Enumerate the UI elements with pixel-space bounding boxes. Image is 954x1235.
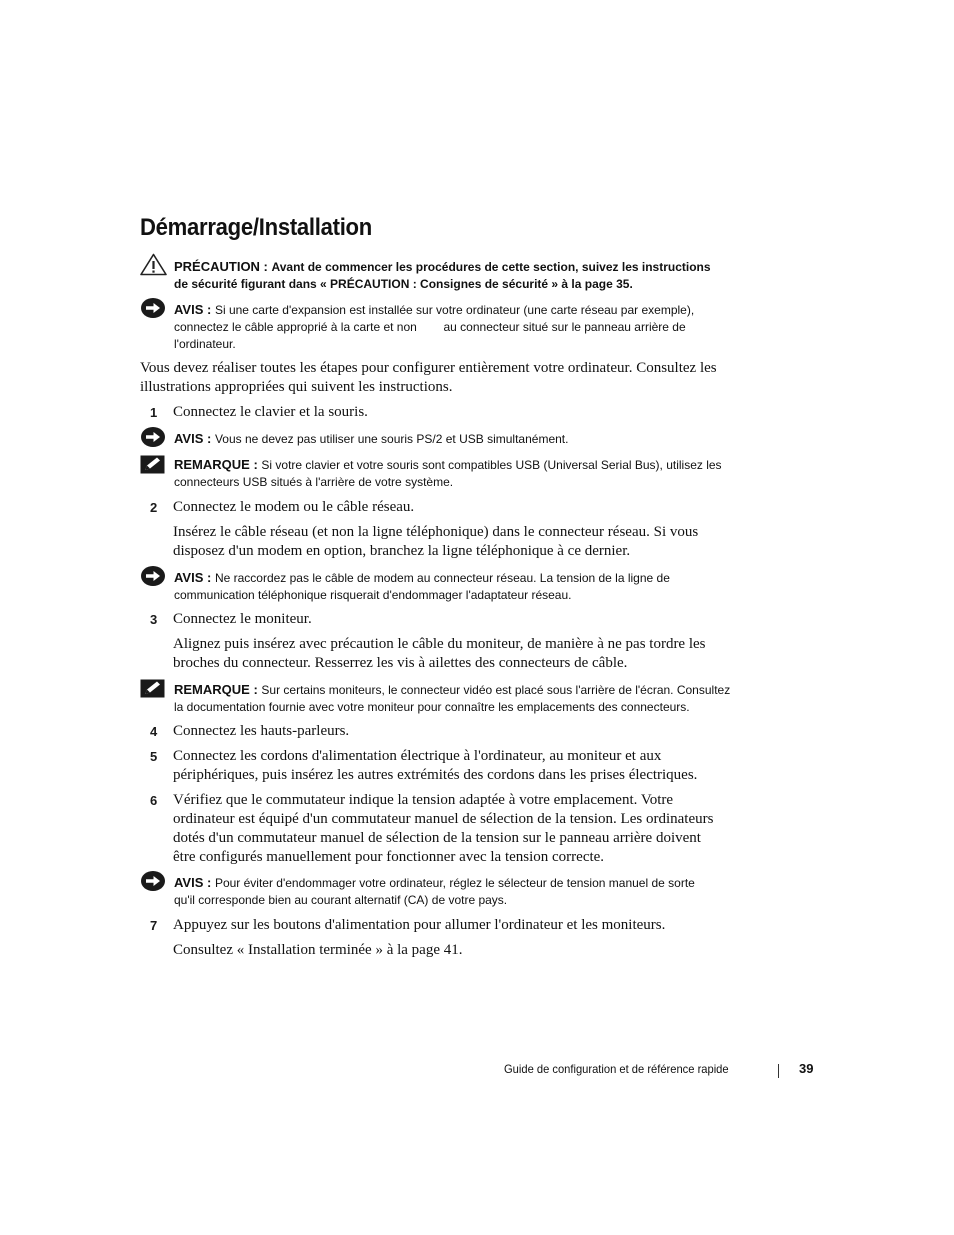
footer-guide-title: Guide de configuration et de référence rapide: [504, 1062, 729, 1076]
page-title: Démarrage/Installation: [140, 214, 372, 241]
step-number: 7: [150, 918, 158, 933]
caution-note: PRÉCAUTION : Avant de commencer les procédures de cette section, suivez les instructions de sécurité figurant dans « PRÉCAUTION : Consignes de sécurité » à la page 35.: [174, 259, 711, 291]
notice-4: AVIS : Pour éviter d'endommager votre ordinateur, réglez le sélecteur de tension manuel de sorte qu'il corresponde bien au courant alternatif (CA) de votre pays.: [174, 875, 695, 907]
warning-triangle-icon: [140, 253, 167, 276]
notice-arrow-icon: [140, 426, 166, 448]
step-text: Connectez le modem ou le câble réseau.: [173, 499, 415, 515]
notice-3: AVIS : Ne raccordez pas le câble de modem au connecteur réseau. La tension de la ligne de communication téléphonique risquerait d'endommager l'adaptateur réseau.: [174, 570, 670, 602]
step-text: Connectez les cordons d'alimentation électrique à l'ordinateur, au moniteur et aux périphériques, puis insérez les autres extrémités des cordons dans les prises électriques.: [173, 748, 698, 783]
notice-arrow-icon: [140, 565, 166, 587]
footer-separator: [778, 1064, 779, 1078]
step-text: Vérifiez que le commutateur indique la tension adaptée à votre emplacement. Votre ordinateur est équipé d'un commutateur manuel de sélection de la tension. Les ordinateurs dotés d'un commutateur manuel de sélection de la tension sur le panneau arrière doivent être configurés manuellement pour fonctionner avec la tension correcte.: [173, 792, 714, 865]
step-number: 5: [150, 749, 158, 764]
notice-arrow-icon: [140, 297, 166, 319]
remark-1: REMARQUE : Si votre clavier et votre souris sont compatibles USB (Universal Serial Bus), utilisez les connecteurs USB situés à l'arrière de votre système.: [174, 457, 722, 489]
step-detail: Insérez le câble réseau (et non la ligne téléphonique) dans le connecteur réseau. Si vous disposez d'un modem en option, branchez la ligne téléphonique à ce dernier.: [173, 524, 699, 559]
notice-arrow-icon: [140, 870, 166, 892]
intro-paragraph: Vous devez réaliser toutes les étapes pour configurer entièrement votre ordinateur. Consultez les illustrations appropriées qui suivent les instructions.: [140, 360, 717, 395]
step-number: 4: [150, 724, 158, 739]
step-text: Appuyez sur les boutons d'alimentation pour allumer l'ordinateur et les moniteurs.: [173, 917, 666, 933]
step-number: 6: [150, 793, 158, 808]
step-text: Connectez le moniteur.: [173, 611, 312, 627]
page-number: 39: [799, 1061, 814, 1076]
notice-1: AVIS : Si une carte d'expansion est installée sur votre ordinateur (une carte réseau par exemple), connectez le câble approprié à la carte et non au connecteur situé sur le panneau arrière de l'ordinateur.: [174, 302, 695, 351]
step-number: 3: [150, 612, 158, 627]
step-detail: Alignez puis insérez avec précaution le câble du moniteur, de manière à ne pas tordre les broches du connecteur. Resserrez les vis à ailettes des connecteurs de câble.: [173, 636, 706, 671]
step-text: Connectez le clavier et la souris.: [173, 404, 368, 420]
step-text: Connectez les hauts-parleurs.: [173, 723, 350, 739]
remark-2: REMARQUE : Sur certains moniteurs, le connecteur vidéo est placé sous l'arrière de l'écran. Consultez la documentation fournie avec votre moniteur pour connaître les emplacements des connecteurs.: [174, 682, 731, 714]
pencil-note-icon: [140, 455, 165, 474]
notice-2: AVIS : Vous ne devez pas utiliser une souris PS/2 et USB simultanément.: [174, 431, 569, 446]
step-number: 2: [150, 500, 158, 515]
pencil-note-icon: [140, 679, 165, 698]
step-number: 1: [150, 405, 158, 420]
step-detail: Consultez « Installation terminée » à la page 41.: [173, 942, 463, 958]
